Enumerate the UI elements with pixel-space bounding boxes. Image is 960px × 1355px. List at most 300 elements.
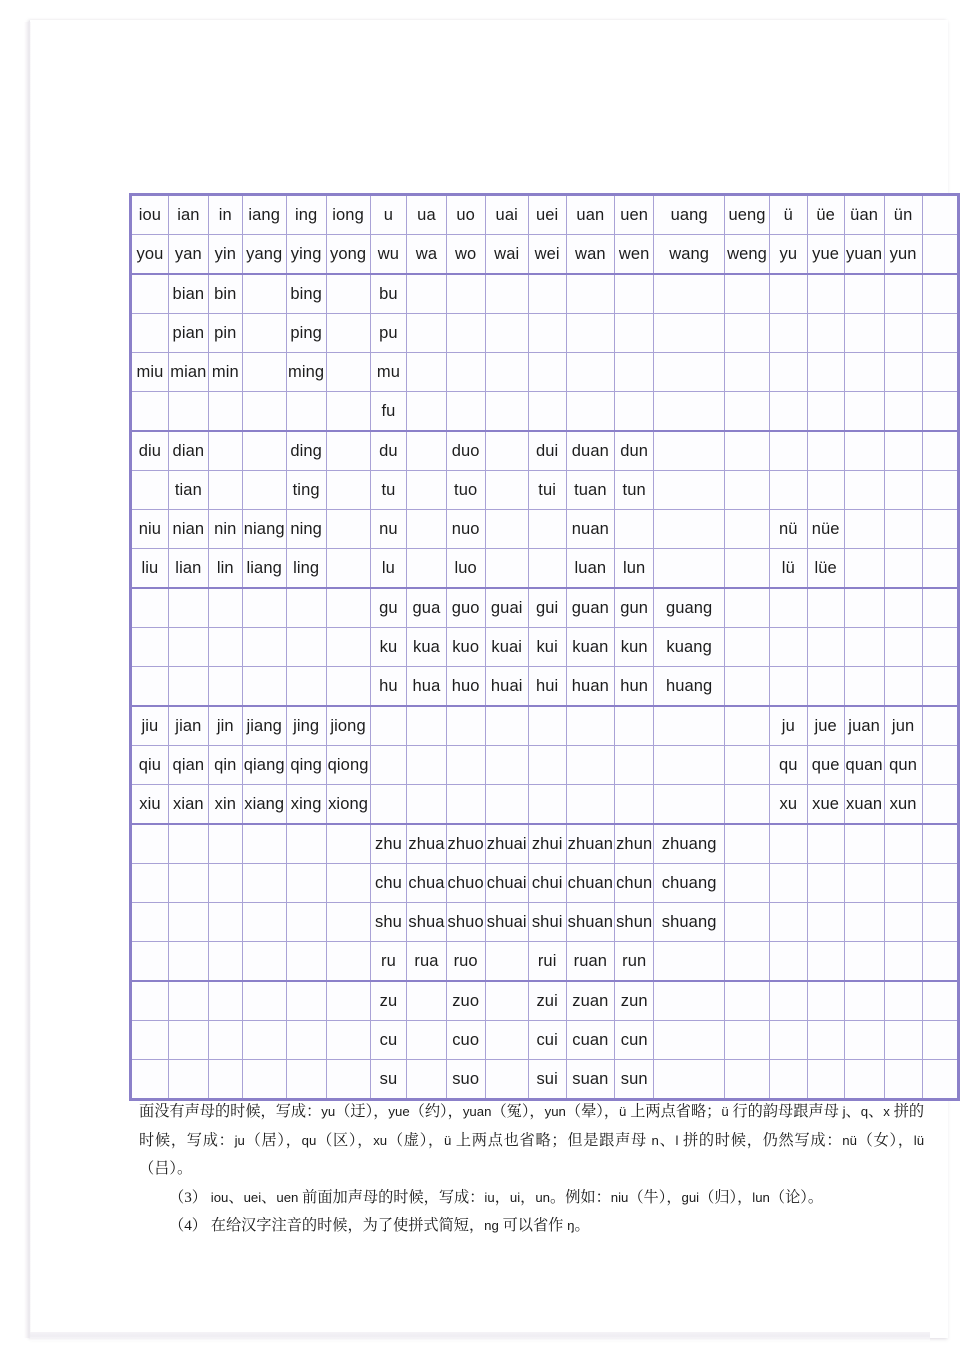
- cell-jin: jin: [208, 706, 242, 746]
- cell-luo: luo: [446, 549, 485, 589]
- cell-empty: [286, 392, 326, 432]
- cell-empty: [922, 471, 958, 510]
- cell-huan: huan: [566, 667, 614, 707]
- cell-empty: [725, 746, 770, 785]
- cell-chu: chu: [370, 864, 407, 903]
- cell-empty: [407, 314, 446, 353]
- cell-tuo: tuo: [446, 471, 485, 510]
- cell-empty: [807, 824, 844, 864]
- cell-lian: lian: [168, 549, 208, 589]
- cell-empty: [844, 1060, 884, 1100]
- cell-chuai: chuai: [485, 864, 528, 903]
- cell-empty: [131, 824, 169, 864]
- cell-empty: [407, 706, 446, 746]
- cell-empty: [370, 785, 407, 825]
- cell-empty: [922, 942, 958, 982]
- cell-pian: pian: [168, 314, 208, 353]
- cell-kuai: kuai: [485, 628, 528, 667]
- cell-empty: [884, 274, 922, 314]
- row-j: [131, 706, 959, 746]
- cell-empty: [807, 588, 844, 628]
- row-sh: [131, 903, 959, 942]
- pinyin-syllable-chart: [129, 193, 960, 1101]
- cell-zuan: zuan: [566, 981, 614, 1021]
- cell-shui: shui: [528, 903, 566, 942]
- cell-empty: [769, 392, 807, 432]
- cell-empty: [884, 942, 922, 982]
- note-paragraph-continuation: 面没有声母的时候，写成：yu（迂），yue（约），yuan（冤），yun（晕），ü 上两点省略；ü 行的韵母跟声母 j、q、x 拼的时候，写成：ju（居），qu（区），xu（虚），ü 上两点也省略；但是跟声母 n、l 拼的时候，仍然写成：nü（女），lü（吕）。: [139, 1103, 925, 1177]
- cell-empty: [566, 274, 614, 314]
- cell-bian: bian: [168, 274, 208, 314]
- cell-empty: [615, 392, 654, 432]
- cell-lu: lu: [370, 549, 407, 589]
- cell-empty: [884, 1021, 922, 1060]
- cell-empty: [208, 824, 242, 864]
- cell-xian: xian: [168, 785, 208, 825]
- cell-wen: wen: [615, 235, 654, 275]
- cell-bin: bin: [208, 274, 242, 314]
- cell-empty: [884, 510, 922, 549]
- cell-uo: uo: [446, 195, 485, 235]
- cell-wa: wa: [407, 235, 446, 275]
- cell-empty: [725, 1021, 770, 1060]
- cell-yin: yin: [208, 235, 242, 275]
- cell-empty: [922, 746, 958, 785]
- cell-qu: qu: [769, 746, 807, 785]
- cell-gua: gua: [407, 588, 446, 628]
- cell-empty: [407, 981, 446, 1021]
- cell-empty: [922, 235, 958, 275]
- cell-xing: xing: [286, 785, 326, 825]
- cell-empty: [446, 392, 485, 432]
- cell-empty: [807, 1021, 844, 1060]
- page-left-edge: [24, 22, 31, 1338]
- cell-nuan: nuan: [566, 510, 614, 549]
- cell-empty: [168, 903, 208, 942]
- row-zh: [131, 824, 959, 864]
- cell-uei: uei: [528, 195, 566, 235]
- cell-u: u: [370, 195, 407, 235]
- cell-empty: [168, 981, 208, 1021]
- cell-qian: qian: [168, 746, 208, 785]
- cell-jiu: jiu: [131, 706, 169, 746]
- cell-kuan: kuan: [566, 628, 614, 667]
- row-ch: [131, 864, 959, 903]
- cell-dian: dian: [168, 431, 208, 471]
- row-z: [131, 981, 959, 1021]
- cell-empty: [485, 392, 528, 432]
- row-h: [131, 667, 959, 707]
- cell-empty: [922, 785, 958, 825]
- cell-empty: [769, 431, 807, 471]
- cell-empty: [654, 1021, 725, 1060]
- cell-tu: tu: [370, 471, 407, 510]
- cell-empty: [922, 353, 958, 392]
- cell-empty: [528, 314, 566, 353]
- cell-empty: [884, 628, 922, 667]
- cell-zhuai: zhuai: [485, 824, 528, 864]
- cell-in: in: [208, 195, 242, 235]
- cell-uang: uang: [654, 195, 725, 235]
- cell-empty: [407, 471, 446, 510]
- cell-empty: [242, 431, 286, 471]
- cell-empty: [725, 353, 770, 392]
- cell-yan: yan: [168, 235, 208, 275]
- cell-empty: [131, 1060, 169, 1100]
- row-t: [131, 471, 959, 510]
- cell-empty: [654, 431, 725, 471]
- cell-hun: hun: [615, 667, 654, 707]
- cell-ün: ün: [884, 195, 922, 235]
- cell-empty: [769, 628, 807, 667]
- cell-ruan: ruan: [566, 942, 614, 982]
- cell-rui: rui: [528, 942, 566, 982]
- cell-empty: [922, 903, 958, 942]
- cell-nü: nü: [769, 510, 807, 549]
- cell-empty: [208, 471, 242, 510]
- cell-empty: [566, 314, 614, 353]
- cell-empty: [922, 1021, 958, 1060]
- cell-empty: [725, 628, 770, 667]
- cell-duan: duan: [566, 431, 614, 471]
- cell-empty: [654, 510, 725, 549]
- cell-empty: [615, 314, 654, 353]
- row-s: [131, 1060, 959, 1100]
- cell-empty: [922, 706, 958, 746]
- cell-empty: [326, 667, 370, 707]
- cell-huo: huo: [446, 667, 485, 707]
- cell-guang: guang: [654, 588, 725, 628]
- cell-empty: [208, 903, 242, 942]
- cell-su: su: [370, 1060, 407, 1100]
- cell-empty: [242, 392, 286, 432]
- cell-yang: yang: [242, 235, 286, 275]
- cell-empty: [884, 864, 922, 903]
- cell-empty: [725, 864, 770, 903]
- cell-empty: [326, 824, 370, 864]
- cell-yu: yu: [769, 235, 807, 275]
- cell-empty: [131, 1021, 169, 1060]
- cell-xiong: xiong: [326, 785, 370, 825]
- cell-empty: [844, 314, 884, 353]
- cell-empty: [922, 981, 958, 1021]
- finals-row: [131, 195, 959, 235]
- cell-ping: ping: [286, 314, 326, 353]
- cell-jiong: jiong: [326, 706, 370, 746]
- cell-empty: [407, 549, 446, 589]
- cell-empty: [769, 1021, 807, 1060]
- cell-empty: [242, 864, 286, 903]
- cell-empty: [769, 471, 807, 510]
- cell-empty: [168, 1021, 208, 1060]
- cell-empty: [922, 431, 958, 471]
- cell-empty: [286, 667, 326, 707]
- cell-wu: wu: [370, 235, 407, 275]
- cell-empty: [725, 981, 770, 1021]
- cell-empty: [807, 314, 844, 353]
- cell-empty: [326, 981, 370, 1021]
- cell-shu: shu: [370, 903, 407, 942]
- cell-ding: ding: [286, 431, 326, 471]
- cell-hua: hua: [407, 667, 446, 707]
- cell-empty: [131, 667, 169, 707]
- cell-empty: [131, 942, 169, 982]
- cell-zui: zui: [528, 981, 566, 1021]
- cell-zun: zun: [615, 981, 654, 1021]
- cell-empty: [807, 392, 844, 432]
- cell-empty: [654, 274, 725, 314]
- cell-empty: [844, 274, 884, 314]
- cell-empty: [326, 903, 370, 942]
- cell-lin: lin: [208, 549, 242, 589]
- cell-empty: [615, 353, 654, 392]
- cell-wo: wo: [446, 235, 485, 275]
- cell-kun: kun: [615, 628, 654, 667]
- cell-empty: [446, 785, 485, 825]
- cell-empty: [168, 628, 208, 667]
- cell-empty: [528, 510, 566, 549]
- row-g: [131, 588, 959, 628]
- cell-wang: wang: [654, 235, 725, 275]
- cell-suo: suo: [446, 1060, 485, 1100]
- cell-empty: [922, 864, 958, 903]
- cell-ku: ku: [370, 628, 407, 667]
- cell-empty: [807, 628, 844, 667]
- cell-zhuang: zhuang: [654, 824, 725, 864]
- cell-empty: [485, 431, 528, 471]
- cell-empty: [615, 510, 654, 549]
- cell-empty: [922, 628, 958, 667]
- cell-empty: [844, 942, 884, 982]
- cell-empty: [407, 431, 446, 471]
- cell-shuang: shuang: [654, 903, 725, 942]
- cell-empty: [922, 824, 958, 864]
- cell-empty: [485, 785, 528, 825]
- cell-empty: [884, 353, 922, 392]
- cell-yun: yun: [884, 235, 922, 275]
- cell-empty: [807, 274, 844, 314]
- cell-empty: [769, 1060, 807, 1100]
- cell-empty: [242, 471, 286, 510]
- cell-empty: [485, 510, 528, 549]
- cell-empty: [654, 785, 725, 825]
- cell-uen: uen: [615, 195, 654, 235]
- cell-xu: xu: [769, 785, 807, 825]
- cell-empty: [725, 471, 770, 510]
- cell-iong: iong: [326, 195, 370, 235]
- cell-empty: [807, 667, 844, 707]
- cell-qing: qing: [286, 746, 326, 785]
- cell-empty: [168, 824, 208, 864]
- cell-empty: [844, 667, 884, 707]
- cell-hui: hui: [528, 667, 566, 707]
- cell-dui: dui: [528, 431, 566, 471]
- cell-shuan: shuan: [566, 903, 614, 942]
- cell-empty: [844, 824, 884, 864]
- cell-empty: [844, 628, 884, 667]
- cell-weng: weng: [725, 235, 770, 275]
- cell-niang: niang: [242, 510, 286, 549]
- cell-empty: [807, 981, 844, 1021]
- cell-empty: [725, 706, 770, 746]
- cell-empty: [654, 392, 725, 432]
- cell-empty: [884, 981, 922, 1021]
- cell-empty: [922, 392, 958, 432]
- cell-empty: [844, 471, 884, 510]
- cell-que: que: [807, 746, 844, 785]
- cell-empty: [922, 195, 958, 235]
- cell-empty: [528, 392, 566, 432]
- cell-empty: [286, 942, 326, 982]
- cell-lun: lun: [615, 549, 654, 589]
- cell-empty: [769, 314, 807, 353]
- cell-pu: pu: [370, 314, 407, 353]
- cell-empty: [208, 1021, 242, 1060]
- cell-zhuo: zhuo: [446, 824, 485, 864]
- cell-empty: [286, 1060, 326, 1100]
- cell-ua: ua: [407, 195, 446, 235]
- cell-empty: [884, 392, 922, 432]
- cell-chuang: chuang: [654, 864, 725, 903]
- cell-empty: [286, 864, 326, 903]
- cell-empty: [922, 1060, 958, 1100]
- cell-empty: [208, 981, 242, 1021]
- cell-empty: [654, 549, 725, 589]
- cell-empty: [566, 706, 614, 746]
- cell-nian: nian: [168, 510, 208, 549]
- cell-diu: diu: [131, 431, 169, 471]
- cell-empty: [922, 510, 958, 549]
- cell-du: du: [370, 431, 407, 471]
- note-paragraph-4: （4） 在给汉字注音的时候，为了使拼式简短，ng 可以省作 ŋ。: [169, 1217, 590, 1234]
- cell-empty: [884, 588, 922, 628]
- cell-empty: [654, 746, 725, 785]
- cell-sun: sun: [615, 1060, 654, 1100]
- cell-empty: [208, 942, 242, 982]
- cell-jue: jue: [807, 706, 844, 746]
- cell-miu: miu: [131, 353, 169, 392]
- cell-cun: cun: [615, 1021, 654, 1060]
- cell-empty: [326, 353, 370, 392]
- table-body: [131, 195, 959, 1100]
- cell-empty: [242, 314, 286, 353]
- cell-empty: [242, 903, 286, 942]
- row-c: [131, 1021, 959, 1060]
- cell-empty: [131, 981, 169, 1021]
- cell-ian: ian: [168, 195, 208, 235]
- cell-empty: [242, 274, 286, 314]
- cell-empty: [884, 314, 922, 353]
- cell-yuan: yuan: [844, 235, 884, 275]
- cell-liang: liang: [242, 549, 286, 589]
- cell-yong: yong: [326, 235, 370, 275]
- cell-empty: [407, 785, 446, 825]
- cell-empty: [769, 824, 807, 864]
- cell-empty: [884, 549, 922, 589]
- cell-empty: [208, 431, 242, 471]
- cell-empty: [168, 1060, 208, 1100]
- cell-empty: [725, 903, 770, 942]
- cell-empty: [615, 785, 654, 825]
- cell-cu: cu: [370, 1021, 407, 1060]
- cell-chun: chun: [615, 864, 654, 903]
- cell-empty: [725, 314, 770, 353]
- cell-empty: [131, 274, 169, 314]
- cell-iang: iang: [242, 195, 286, 235]
- cell-empty: [725, 1060, 770, 1100]
- cell-empty: [884, 824, 922, 864]
- cell-lüe: lüe: [807, 549, 844, 589]
- cell-niu: niu: [131, 510, 169, 549]
- cell-min: min: [208, 353, 242, 392]
- cell-empty: [286, 1021, 326, 1060]
- cell-rua: rua: [407, 942, 446, 982]
- cell-empty: [242, 1021, 286, 1060]
- cell-empty: [242, 588, 286, 628]
- cell-empty: [407, 746, 446, 785]
- cell-shuai: shuai: [485, 903, 528, 942]
- cell-mian: mian: [168, 353, 208, 392]
- cell-empty: [922, 588, 958, 628]
- cell-empty: [769, 942, 807, 982]
- cell-ling: ling: [286, 549, 326, 589]
- cell-empty: [884, 1060, 922, 1100]
- cell-empty: [131, 903, 169, 942]
- row-x: [131, 785, 959, 825]
- row-k: [131, 628, 959, 667]
- cell-empty: [485, 471, 528, 510]
- row-d: [131, 431, 959, 471]
- cell-empty: [407, 1021, 446, 1060]
- cell-empty: [242, 824, 286, 864]
- cell-gui: gui: [528, 588, 566, 628]
- cell-empty: [884, 431, 922, 471]
- cell-empty: [286, 824, 326, 864]
- cell-empty: [407, 510, 446, 549]
- cell-empty: [242, 981, 286, 1021]
- cell-empty: [884, 471, 922, 510]
- cell-quan: quan: [844, 746, 884, 785]
- cell-empty: [485, 274, 528, 314]
- cell-mu: mu: [370, 353, 407, 392]
- cell-empty: [807, 1060, 844, 1100]
- cell-empty: [370, 706, 407, 746]
- cell-empty: [725, 667, 770, 707]
- cell-empty: [654, 471, 725, 510]
- cell-empty: [884, 667, 922, 707]
- cell-guai: guai: [485, 588, 528, 628]
- cell-empty: [286, 628, 326, 667]
- cell-pin: pin: [208, 314, 242, 353]
- cell-tui: tui: [528, 471, 566, 510]
- cell-empty: [131, 588, 169, 628]
- cell-empty: [242, 667, 286, 707]
- cell-empty: [884, 903, 922, 942]
- cell-zhu: zhu: [370, 824, 407, 864]
- cell-fu: fu: [370, 392, 407, 432]
- cell-cui: cui: [528, 1021, 566, 1060]
- cell-empty: [725, 274, 770, 314]
- cell-empty: [769, 588, 807, 628]
- row-m: [131, 353, 959, 392]
- cell-luan: luan: [566, 549, 614, 589]
- cell-üan: üan: [844, 195, 884, 235]
- cell-empty: [528, 746, 566, 785]
- cell-empty: [286, 588, 326, 628]
- cell-sui: sui: [528, 1060, 566, 1100]
- cell-empty: [485, 549, 528, 589]
- cell-empty: [326, 942, 370, 982]
